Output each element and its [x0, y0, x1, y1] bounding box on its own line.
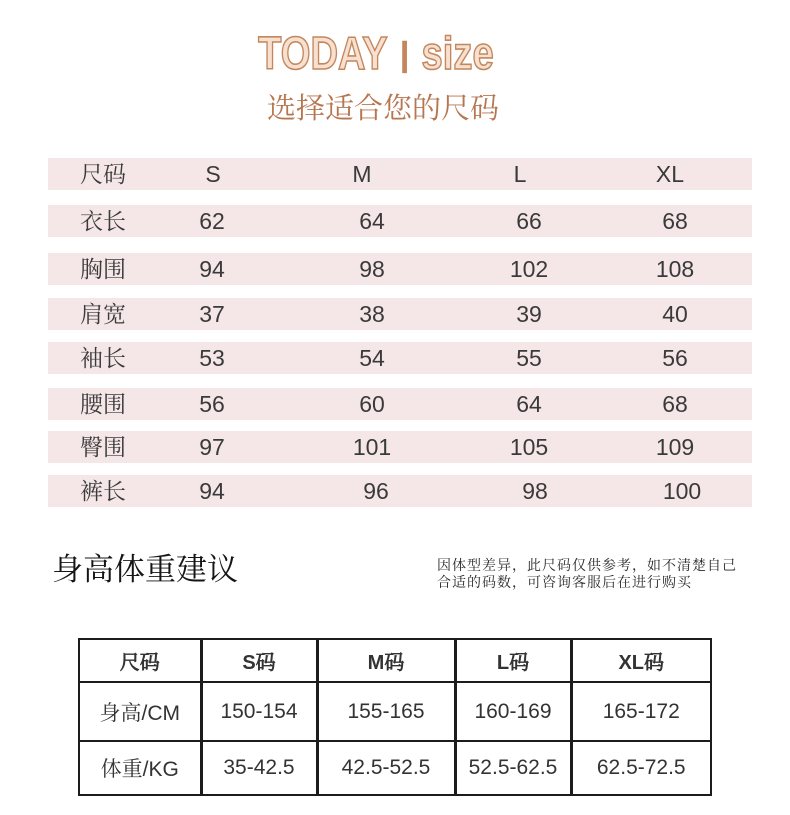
size-chart-value-cell: 108 [655, 256, 695, 282]
title-separator: | [400, 36, 409, 72]
title-size: size [421, 27, 494, 79]
size-chart-value-cell: 97 [199, 434, 225, 460]
recommendation-value-cell: 155-165 [317, 682, 455, 741]
size-chart-header-cell: L [513, 161, 527, 187]
size-chart-value-cell: 94 [199, 256, 225, 282]
recommendation-row-height [79, 682, 711, 741]
size-chart-value-cell: 105 [509, 434, 549, 460]
size-chart-value-cell: 98 [359, 256, 385, 282]
page-subtitle: 选择适合您的尺码 [266, 91, 499, 125]
title-today: TODAY [258, 27, 388, 79]
size-chart-value-cell: 94 [199, 478, 225, 504]
recommendation-header-cell: 尺码 [79, 639, 201, 682]
size-chart-row [48, 388, 752, 420]
page-title [0, 28, 752, 78]
size-chart-label-cell: 臀围 [80, 434, 126, 460]
size-chart-value-cell: 55 [516, 345, 542, 371]
recommendation-note [437, 558, 737, 592]
size-chart-value-cell: 56 [199, 391, 225, 417]
size-chart-label-cell: 袖长 [80, 345, 126, 371]
size-chart-label-cell: 胸围 [80, 256, 126, 282]
recommendation-value-cell: 52.5-62.5 [455, 741, 571, 795]
size-chart-value-cell: 64 [359, 208, 385, 234]
recommendation-header-cell: S码 [201, 639, 317, 682]
size-chart-row [48, 475, 752, 507]
size-chart-value-cell: 56 [662, 345, 688, 371]
size-chart-label-cell: 肩宽 [80, 301, 126, 327]
recommendation-row-weight [79, 741, 711, 795]
size-chart-value-cell: 54 [359, 345, 385, 371]
size-chart-value-cell: 100 [662, 478, 702, 504]
recommendation-header-cell: M码 [317, 639, 455, 682]
size-chart-value-cell: 102 [509, 256, 549, 282]
size-chart-label-cell: 衣长 [80, 208, 126, 234]
recommendation-value-cell: 165-172 [571, 682, 711, 741]
size-chart-value-cell: 37 [199, 301, 225, 327]
size-chart-value-cell: 101 [352, 434, 392, 460]
note-line: 合适的码数，可咨询客服后在进行购买 [437, 575, 692, 591]
size-chart-value-cell: 53 [199, 345, 225, 371]
recommendation-table [78, 638, 712, 796]
size-chart-value-cell: 68 [662, 391, 688, 417]
title-text [258, 28, 494, 79]
size-chart-value-cell: 64 [516, 391, 542, 417]
size-chart-value-cell: 98 [522, 478, 548, 504]
size-chart-header-row [48, 158, 752, 190]
recommendation-header-cell: XL码 [571, 639, 711, 682]
size-chart-value-cell: 109 [655, 434, 695, 460]
size-chart-header-cell: XL [655, 161, 685, 187]
size-chart-value-cell: 68 [662, 208, 688, 234]
size-chart-header-cell: S [205, 161, 221, 187]
recommendation-value-cell: 150-154 [201, 682, 317, 741]
size-chart-value-cell: 39 [516, 301, 542, 327]
size-chart-row [48, 431, 752, 463]
size-chart-value-cell: 38 [359, 301, 385, 327]
size-chart-row [48, 342, 752, 374]
size-chart-value-cell: 62 [199, 208, 225, 234]
size-chart-value-cell: 96 [363, 478, 389, 504]
recommendation-title: 身高体重建议 [52, 552, 238, 588]
recommendation-label-cell: 身高/CM [79, 682, 201, 741]
size-chart-header-cell: M [352, 161, 372, 187]
recommendation-value-cell: 62.5-72.5 [571, 741, 711, 795]
recommendation-label-cell: 体重/KG [79, 741, 201, 795]
recommendation-header-row [79, 639, 711, 682]
size-chart-row [48, 205, 752, 237]
size-chart-value-cell: 66 [516, 208, 542, 234]
size-chart-value-cell: 60 [359, 391, 385, 417]
size-chart-value-cell: 40 [662, 301, 688, 327]
size-chart-label-cell: 腰围 [80, 391, 126, 417]
recommendation-value-cell: 35-42.5 [201, 741, 317, 795]
size-chart-header-cell: 尺码 [80, 161, 126, 187]
size-chart-row [48, 253, 752, 285]
size-chart-label-cell: 裤长 [80, 478, 126, 504]
recommendation-header-cell: L码 [455, 639, 571, 682]
note-line: 因体型差异，此尺码仅供参考，如不清楚自己 [437, 558, 737, 574]
size-chart-row [48, 298, 752, 330]
recommendation-value-cell: 42.5-52.5 [317, 741, 455, 795]
recommendation-value-cell: 160-169 [455, 682, 571, 741]
